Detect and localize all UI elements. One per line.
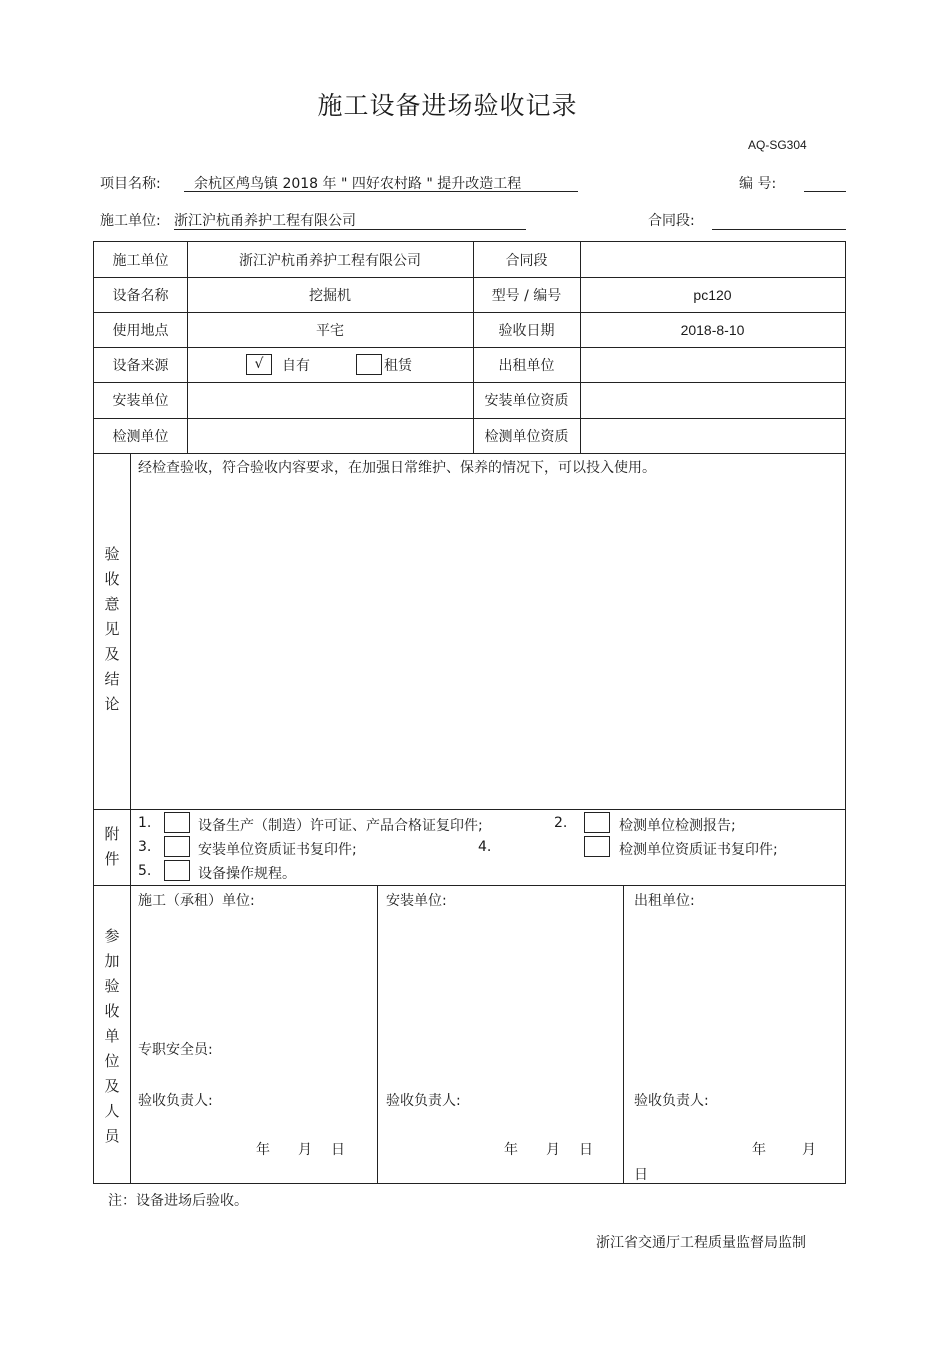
value-installation-unit[interactable]	[187, 382, 473, 418]
label-inspection-unit: 检测单位	[112, 428, 169, 445]
attachment-2-num: 2.	[554, 815, 568, 831]
attachments-label: 附件	[104, 825, 120, 868]
value-location: 平宅	[316, 322, 344, 339]
col2-title: 安装单位:	[386, 893, 447, 909]
col2-day: 日	[579, 1142, 593, 1158]
label-model-number: 型号 / 编号	[491, 287, 562, 304]
own-label: 自有	[282, 358, 310, 374]
number-underline	[804, 191, 846, 192]
lease-checkbox[interactable]	[356, 354, 382, 375]
col1-title: 施工（承租）单位:	[138, 893, 255, 909]
attachment-1-text: 设备生产（制造）许可证、产品合格证复印件;	[198, 818, 483, 834]
attachment-5-checkbox[interactable]	[164, 860, 190, 881]
label-installation-qualification: 安装单位资质	[484, 393, 569, 409]
project-label: 项目名称:	[100, 176, 161, 192]
label-construction-unit: 施工单位	[112, 252, 169, 269]
project-underline	[184, 191, 578, 192]
note: 注：设备进场后验收。	[108, 1193, 248, 1209]
col3-day: 日	[634, 1167, 648, 1183]
attachment-4-checkbox[interactable]	[584, 836, 610, 857]
col2-year: 年	[504, 1142, 518, 1158]
col1-responsible: 验收负责人:	[138, 1093, 213, 1109]
safety-officer-label: 专职安全员:	[138, 1042, 213, 1058]
label-equipment-source: 设备来源	[112, 357, 169, 374]
attachment-2-text: 检测单位检测报告;	[619, 818, 736, 834]
own-checkbox[interactable]: √	[246, 354, 272, 375]
attachment-2-checkbox[interactable]	[584, 812, 610, 833]
attachment-1-num: 1.	[138, 815, 152, 831]
contract-underline	[712, 229, 846, 230]
value-equipment-name: 挖掘机	[309, 287, 351, 304]
footer: 浙江省交通厅工程质量监督局监制	[596, 1235, 806, 1251]
attachment-4-text: 检测单位资质证书复印件;	[619, 842, 778, 858]
label-lessor-unit: 出租单位	[498, 357, 555, 374]
label-location: 使用地点	[112, 322, 169, 339]
unit-label: 施工单位:	[100, 213, 161, 229]
opinion-text: 经检查验收，符合验收内容要求，在加强日常维护、保养的情况下，可以投入使用。	[138, 460, 656, 476]
col1-year: 年	[256, 1142, 270, 1158]
page-title: 施工设备进场验收记录	[317, 91, 578, 120]
col3-month: 月	[802, 1142, 816, 1158]
attachment-1-checkbox[interactable]	[164, 812, 190, 833]
col3-year: 年	[752, 1142, 766, 1158]
col1-month: 月	[298, 1142, 312, 1158]
value-lessor-unit[interactable]	[580, 347, 845, 382]
attachment-5-num: 5.	[138, 863, 152, 879]
value-acceptance-date: 2018-8-10	[680, 321, 745, 338]
attachment-3-num: 3.	[138, 839, 152, 855]
value-construction-unit: 浙江沪杭甬养护工程有限公司	[239, 252, 421, 269]
value-contract-section[interactable]	[580, 242, 845, 277]
col2-month: 月	[546, 1142, 560, 1158]
unit-value: 浙江沪杭甬养护工程有限公司	[174, 213, 356, 229]
label-equipment-name: 设备名称	[112, 287, 169, 304]
value-model-number: pc120	[693, 286, 732, 303]
opinion-label: 验收意见及结论	[104, 545, 120, 713]
attachment-3-checkbox[interactable]	[164, 836, 190, 857]
label-acceptance-date: 验收日期	[498, 322, 555, 339]
col2-responsible: 验收负责人:	[386, 1093, 461, 1109]
label-installation-unit: 安装单位	[112, 393, 169, 409]
value-installation-qualification[interactable]	[580, 382, 845, 418]
attachment-5-text: 设备操作规程。	[198, 866, 296, 882]
value-inspection-unit[interactable]	[187, 418, 473, 453]
attachment-4-num: 4.	[478, 839, 492, 855]
attachment-3-text: 安装单位资质证书复印件;	[198, 842, 357, 858]
project-value: 余杭区鸬鸟镇 2018 年 " 四好农村路 " 提升改造工程	[194, 176, 522, 192]
label-contract-section: 合同段	[505, 252, 548, 269]
contract-label: 合同段:	[648, 213, 695, 229]
col3-title: 出租单位:	[634, 893, 695, 909]
value-inspection-qualification[interactable]	[580, 418, 845, 453]
participants-label: 参加验收单位及人员	[104, 927, 120, 1145]
acceptance-table	[93, 241, 846, 1184]
number-label: 编 号:	[739, 176, 777, 192]
form-code: AQ-SG304	[748, 138, 807, 152]
lease-label: 租赁	[384, 358, 412, 374]
col1-day: 日	[331, 1142, 345, 1158]
label-inspection-qualification: 检测单位资质	[484, 428, 569, 445]
col3-responsible: 验收负责人:	[634, 1093, 709, 1109]
unit-underline	[174, 229, 526, 230]
